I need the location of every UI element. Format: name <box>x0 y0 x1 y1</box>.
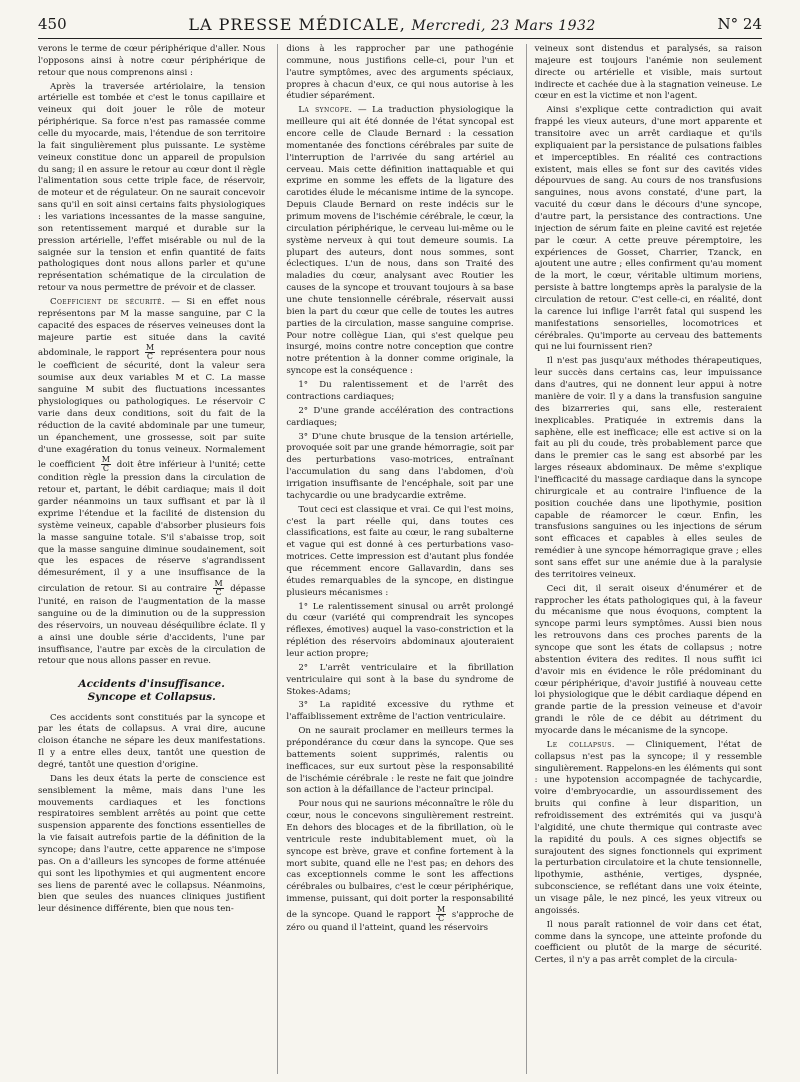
page-header <box>38 10 762 39</box>
text-run: Pour nous qui ne saurions méconnaître le rôle du cœur, nous le concevons singulièrement restreint. En dehors des blocages et de la fibrillation, où le ventricule reste indubitablement muet, où la syncope est brève, grave et confine fortement à la mort subite, quand elle ne l'est pas; en dehors des cas exceptionnels comme le sont les affections cérébrales ou bulbaires, c'est le cœur périphérique, immense, puissant, qui doit porter la responsabilité de la syncope. Quand le rapport <box>286 799 514 921</box>
fraction-m-over-c <box>145 344 155 361</box>
section-run-in-head: Coefficient de sécurité. <box>50 297 165 308</box>
fraction-numerator: M <box>437 905 446 915</box>
paragraph: Dans les deux états la perte de conscience est sensiblement la même, mais dans l'une les mouvements cardiaques et les fonctions respiratoires semblent arrêtés au point que cette suspension apparente des fonctions essentielles de la vie faisait autrefois partie de la définition de la syncope; dans l'autre, cette apparence ne s'impose pas. On a d'ailleurs les syncopes de forme atténuée qui sont les lipothymies et qui augmentent encore ses liens de parenté avec le collapsus. Néanmoins, bien que seules des nuances cliniques justifient leur désinence différente, bien que nous ten- <box>38 773 266 915</box>
section-run-in-head: Le collapsus. <box>546 739 615 750</box>
paragraph: verons le terme de cœur périphérique d'aller. Nous l'opposons ainsi à notre cœur périphérique de retour que nous comprenons ainsi : <box>38 44 266 78</box>
paragraph: Il nous paraît rationnel de voir dans cet état, comme dans la syncope, une atteinte profonde du coefficient ou plutôt de la marge de sécurité. Certes, il n'y a pas arrêt complet de la circula- <box>534 919 762 966</box>
fraction-denominator: C <box>146 352 154 362</box>
text-run: — Cliniquement, l'état de collapsus n'est pas la syncope; il y ressemble singulièrement. Rappelons-en les éléments qui sont : une hypotension accompagnée de tachycardie, voire d'embryocardie, un assourdissement des bruits qui confine à leur disparition, un refroidissement des extrémités qui va jusqu'à l'algidité, une chute thermique qui contraste avec la rapidité du pouls. A ces signes objectifs se surajoutent des signes fonctionnels qui expriment la perturbation circulatoire et la chute tensionnelle, lipothymie, asthénie, vertiges, dyspnée, subconscience, se reflétant dans une voix éteinte, un visage pâle, le nez pincé, les yeux vitreux ou angoissés. <box>534 739 762 916</box>
section-title-line-2: Syncope et Collapsus. <box>87 691 216 704</box>
page-number: 450 <box>38 15 67 33</box>
fraction-numerator: M <box>101 455 110 465</box>
issue-date: Mercredi, 23 Mars 1932 <box>411 17 596 34</box>
section-title <box>38 678 265 704</box>
fraction-m-over-c <box>213 580 223 597</box>
paragraph: Tout ceci est classique et vrai. Ce qui l'est moins, c'est la part réelle qui, dans toutes ces classifications, est faite au cœur, le rang subalterne et vague qui est donné à ces perturbations vaso-motrices. Cette impression est d'autant plus fondée que récemment encore Gallavardin, dans ses études remarquables de la syncope, en distingue plusieurs mécanismes : <box>286 504 514 598</box>
section-run-in-head: La syncope. <box>298 105 353 116</box>
fraction-m-over-c <box>101 456 111 473</box>
fraction-denominator: C <box>102 464 109 474</box>
text-run: — La traduction physiologique la meilleure qui ait été donnée de l'état syncopal est encore celle de Claude Bernard : la cessation momentanée des fonctions cérébrales par suite de l'interruption de l'arrivée du sang artériel au cerveau. Mais cette définition inattaquable et qui exprime en somme les effets de la ligature des carotides élude le mécanisme intime de la syncope. Depuis Claude Bernard on reste indécis sur le primum movens de l'ischémie cérébrale, le cœur, la circulation périphérique, le cerveau lui-même ou le système nerveux à qui tout demeure soumis. La plupart des auteurs, dont nous sommes, sont éclectiques. L'un de nous, dans son Traité des maladies du cœur, analysant avec Routier les causes de la syncope et trouvant toujours à sa base une chute tensionnelle cérébrale, réservait aussi bien la part du cœur que celle de toutes les autres parties de la circulation, masse sanguine comprise. Pour notre collègue Lian, qui s'est quelque peu insurgé, moins contre notre conception que contre notre prétention à la donner comme originale, la syncope est la conséquence : <box>286 105 514 377</box>
fraction-m-over-c <box>436 906 446 923</box>
paragraph: veineux sont distendus et paralysés, sa raison majeure est toujours l'anémie non seulement directe ou artérielle et visible, mais surtout indirecte et cachée due à la stagnation veineuse. Le cœur en est la victime et non l'agent. <box>534 44 762 102</box>
list-item: 2° D'une grande accélération des contractions cardiaques; <box>286 405 514 428</box>
article-columns <box>38 44 762 1074</box>
paragraph: Ces accidents sont constitués par la syncope et par les états de collapsus. A vrai dire, aucune cloison étanche ne sépare les deux manifestations. Il y a entre elles deux, tantôt une question de degré, tantôt une question d'origine. <box>38 712 266 770</box>
fraction-denominator: C <box>215 588 222 598</box>
paragraph: Ainsi s'explique cette contradiction qui avait frappé les vieux auteurs, d'une mort apparente et transitoire avec un arrêt cardiaque et qu'ils expliquaient par la persistance de pulsations faibles et imperceptibles. En réalité ces contractions existent, mais elles se font sur des cavités vides dépourvues de sang. Au cours de nos transfusions sanguines, nous avons constaté, d'une part, la vacuité du cœur dans le décours d'une syncope, d'autre part, la persistance des contractions. Une injection de sérum faite en pleine cavité est rejetée par le cœur. A cette preuve péremptoire, les expériences de Gosset, Charrier, Tzanck, en ajoutent une autre ; elles confirment qu'au moment de la mort, le cœur, véritable ultimum moriens, persiste à battre longtemps après la paralysie de la circulation de retour. C'est celle-ci, en réalité, dont la carence lui inflige l'arrêt fatal qui suspend les manifestations sensorielles, locomotrices et cérébrales. Qu'importe au cerveau des battements qui ne lui fournissent rien? <box>534 105 762 353</box>
text-run: doit être inférieur à l'unité; cette condition règle la pression dans la circulation de retour et, partant, le débit cardiaque; mais il doit garder néanmoins un taux suffisant et par là il exprime l'étendue et la facilité de distension du système veineux, capable d'absorber plusieurs fois la masse sanguine totale. S'il s'abaisse trop, soit que la masse sanguine diminue soudainement, soit que les espaces de réserve s'agrandissent démesurément, il y a une insuffisance de la circulation de retour. Si au contraire <box>38 460 266 595</box>
column-3 <box>526 44 762 1074</box>
list-item: 1° Le ralentissement sinusal ou arrêt prolongé du cœur (variété qui comprendrait les syncopes réflexes, émotives) auquel la vaso-constriction et la réplétion des réservoirs abdominaux ajouteraient leur action propre; <box>286 601 514 659</box>
text-run: représentera pour nous le coefficient de sécurité, dont la valeur sera soumise aux deux variables M et C. La masse sanguine M subit des fluctuations incessantes physiologiques ou pathologiques. Le réservoir C varie dans deux conditions, soit du fait de la réduction de la cavité abdominale par une tumeur, un épanchement, une grossesse, soit par suite d'une exagération du tonus veineux. Normalement le coefficient <box>38 348 266 471</box>
column-2 <box>277 44 513 1074</box>
fraction-denominator: C <box>438 914 445 924</box>
list-item: 3° La rapidité excessive du rythme et l'affaiblissement extrême de l'action ventriculaire. <box>286 700 514 723</box>
list-item: 2° L'arrêt ventriculaire et la fibrillation ventriculaire qui sont à la base du syndrome de Stokes-Adams; <box>286 662 514 697</box>
list-item: 3° D'une chute brusque de la tension artérielle, provoquée soit par une grande hémorragie, soit par des perturbations vaso-motrices, entraînant l'accumulation du sang dans l'abdomen, d'où irrigation insuffisante de l'encéphale, soit par une tachycardie ou une bradycardie extrême. <box>286 431 514 501</box>
paragraph: Il n'est pas jusqu'aux méthodes thérapeutiques, leur succès dans certains cas, leur impuissance dans d'autres, qui ne donnent leur appui à notre manière de voir. Il y a dans la transfusion sanguine des bizarreries qui, sans elle, resteraient inexplicables. Pratiquée in extremis dans la saphène, elle est inefficace; elle est active si on la fait au pli du coude, très probablement parce que dans le premier cas le sang est absorbé par les larges réseaux abdominaux. De même s'explique l'inefficacité du massage cardiaque dans la syncope chirurgicale et au contraire l'influence de la position couchée dans une lipothymie, position capable de réamorcer le cœur. Enfin, les transfusions sanguines ou les injections de sérum sont efficaces et capables à elles seules de remédier à une syncope hémorragique grave ; elles sont sans effet sur une anémie due à la paralysie des territoires veineux. <box>534 356 762 580</box>
paragraph: dions à les rapprocher par une pathogénie commune, nous justifions celle-ci, pour l'un et l'autre symptômes, avec des arguments spéciaux, propres à chacun d'eux, ce qui nous autorise à les étudier séparément. <box>286 44 514 102</box>
paragraph-coefficient <box>38 297 265 668</box>
text-run: dépasse l'unité, en raison de l'augmentation de la masse sanguine ou de la diminution ou de la suppression des réservoirs, un nouveau déséquilibre éclate. Il y a ainsi une double série d'accidents, l'une par insuffisance, l'autre par excès de la circulation de retour que nous allons passer en revue. <box>38 584 266 667</box>
issue-number: N° 24 <box>717 15 762 33</box>
paragraph: On ne saurait proclamer en meilleurs termes la prépondérance du cœur dans la syncope. Que ses battements soient supprimés, ralentis ou inefficaces, sur eux surtout pèse la responsabilité de l'ischémie cérébrale : le reste ne fait que joindre son action à la défaillance de l'acteur principal. <box>286 726 514 796</box>
text-run: — Si en effet nous représentons par M la masse sanguine, par C la capacité des espaces de réserves veineuses dont la majeure partie est située dans la cavité abdominale, le rapport <box>38 297 266 359</box>
paragraph <box>286 799 513 935</box>
paragraph: Après la traversée artériolaire, la tension artérielle est tombée et c'est le tonus capillaire et veineux qui doit jouer le rôle de moteur périphérique. Sa force n'est pas ramassée comme celle du myocarde, mais, l'étendue de son territoire la fait singulièrement plus puissante. Le système veineux constitue donc un appareil de propulsion du sang; il en assure le retour au cœur dont il règle l'alimentation sous cette triple face, de réservoir, de moteur et de régulateur. On ne saurait concevoir sans qu'il en soit ainsi certains faits physiologiques : les variations incessantes de la masse sanguine, son retentissement marqué et durable sur la pression artérielle, l'effet misérable ou nul de la saignée sur la tension et enfin quantité de faits pathologiques dont nous allons parler et qu'une représentation schématique de la circulation de retour va nous permettre de prévoir et de classer. <box>38 81 266 294</box>
fraction-numerator: M <box>145 343 155 353</box>
paragraph-collapsus <box>535 740 762 918</box>
fraction-numerator: M <box>214 579 223 589</box>
text-run: s'approche de zéro ou quand il l'atteint, quand les réservoirs <box>286 910 514 934</box>
section-title-line-1: Accidents d'insuffisance. <box>78 678 225 691</box>
journal-masthead <box>188 15 596 34</box>
column-1 <box>38 44 265 1074</box>
paragraph-syncope <box>286 105 513 378</box>
paragraph: Ceci dit, il serait oiseux d'énumérer et de rapprocher les états pathologiques qui, à la faveur du mécanisme que nous évoquons, comptent la syncope parmi leurs symptômes. Aussi bien nous les retrouvons dans ces proches parents de la syncope que sont les états de collapsus ; notre abstention évitera des redites. Il nous suffit ici d'avoir mis en évidence le rôle prédominant du cœur périphérique, d'avoir justifié à nouveau cette loi physiologique que le débit cardiaque dépend en grande partie de la pression veineuse et d'avoir grandi le rôle de ce débit au détriment du myocarde dans le mécanisme de la syncope. <box>534 583 762 736</box>
list-item: 1° Du ralentissement et de l'arrêt des contractions cardiaques; <box>286 380 514 402</box>
journal-title: LA PRESSE MÉDICALE, <box>188 14 406 34</box>
